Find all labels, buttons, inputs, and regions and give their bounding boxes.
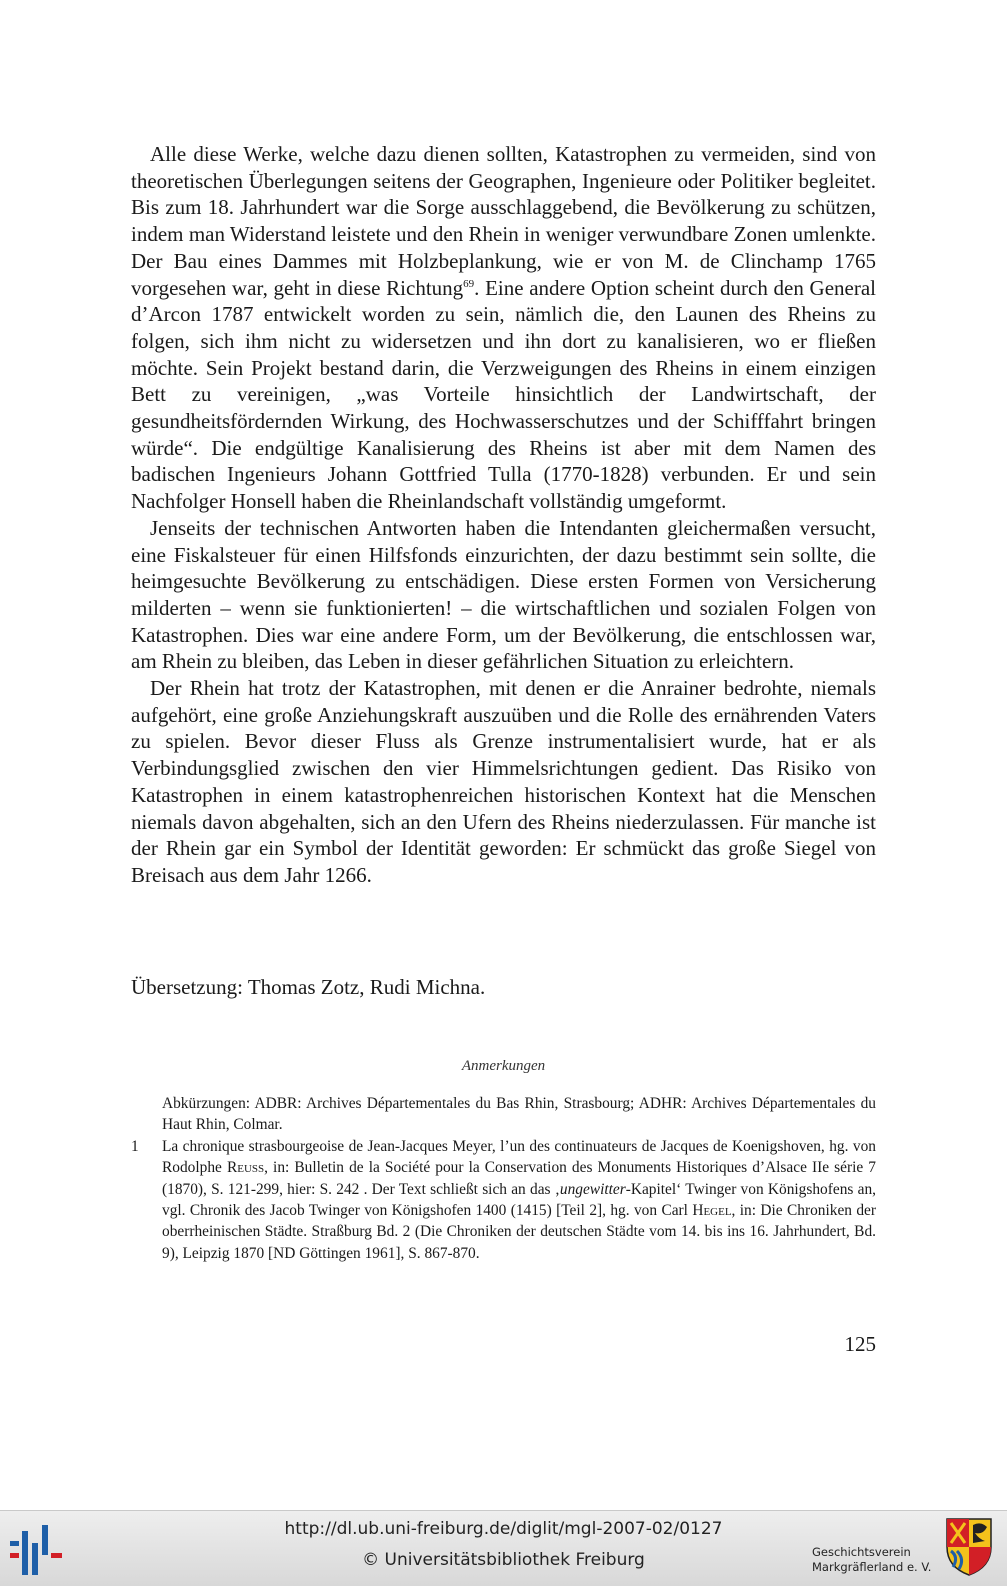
paragraph-3: Der Rhein hat trotz der Katastrophen, mit denen er die Anrainer bedrohte, niemals aufgehört, eine große Anziehungskraft auszuüben und die Rolle des ernährenden Vaters zu spielen. Bevor dieser Fluss als Grenze instrumentalisiert wurde, hat er als Verbindungsglied zwischen den vier Himmelsrichtungen gedient. Das Risiko von Katastrophen in einem katastrophenreichen historischen Kontext hat die Menschen niemals davon abgehalten, sich an den Ufern des Rheins niederzulassen. Für manche ist der Rhein gar ein Symbol der Identität geworden: Er schmückt das große Siegel von Breisach aus dem Jahr 1266. [131, 676, 876, 887]
translation-credit: Übersetzung: Thomas Zotz, Rudi Michna. [131, 975, 486, 999]
footnotes [131, 1093, 876, 1264]
abbreviations-text: Abkürzungen: ADBR: Archives Départementales du Bas Rhin, Strasbourg; ADHR: Archives Départementales du Haut Rhin, Colmar. [162, 1095, 876, 1134]
footnote-number: 1 [131, 1137, 139, 1155]
italic-term: ungewitter [559, 1180, 626, 1198]
body-text [131, 141, 876, 889]
footnote-ref-69[interactable]: 69 [463, 277, 475, 290]
paragraph-1 [131, 141, 876, 515]
paragraph-1-text-a: Alle diese Werke, welche dazu dienen sollten, Katastrophen zu vermeiden, sind von theoretischen Überlegungen seitens der Geographen, Ingenieure oder Politiker begleitet. Bis zum 18. Jahrhundert war die Sorge ausschlaggebend, die Bevölkerung zu schützen, indem man Widerstand leistete und den Rhein in weniger verwundbare Zonen umlenkte. Der Bau eines Dammes mit Holzbeplankung, wie er von M. de Clinchamp 1765 vorgesehen war, geht in diese Richtung [131, 142, 876, 300]
footer-bar [0, 1510, 1007, 1586]
footnote-1-text-a: La chronique strasbourgeoise de Jean-Jacques Meyer, l’un des continuateurs de Jacques de Koenigshoven, hg. von Rodolphe [162, 1137, 876, 1177]
society-name-line-1: Geschichtsverein [812, 1545, 911, 1559]
copyright-text: © Universitätsbibliothek Freiburg [362, 1550, 645, 1570]
society-name [812, 1545, 942, 1575]
paragraph-1-text-b: . Eine andere Option scheint durch den General d’Arcon 1787 entwickelt worden zu sein, nämlich die, den Launen des Rheins zu folgen, sich ihm nicht zu widersetzen und ihn dort zu kanalisieren, wo er fließen möchte. Sein Projekt bestand darin, die Verzweigungen des Rheins in einem einzigen Bett zu vereinigen, „was Vorteile hinsichtlich der Landwirtschaft, der gesundheitsfördernden Wirkung, des Hochwasserschutzes und der Schifffahrt bringen würde“. Die endgültige Kanalisierung des Rheins ist aber mit dem Namen des badischen Ingenieurs Johann Gottfried Tulla (1770-1828) verbunden. Er und sein Nachfolger Honsell haben die Rheinlandschaft vollständig umgeformt. [131, 275, 876, 514]
society-name-line-2: Markgräflerland e. V. [812, 1560, 932, 1574]
footnote-abbreviations [131, 1093, 876, 1136]
footnote-1-text-d: , in: Die Chroniken der oberrheinischen Städte. Straßburg Bd. 2 (Die Chroniken der deutschen Städte vom 14. bis ins 16. Jahrhundert, Bd. 9), Leipzig 1870 [ND Göttingen 1961], S. 867-870. [162, 1202, 876, 1262]
notes-heading: Anmerkungen [461, 1058, 546, 1074]
editor-name: Hegel [692, 1202, 732, 1220]
coat-of-arms-icon [945, 1517, 993, 1577]
source-url-link[interactable]: http://dl.ub.uni-freiburg.de/diglit/mgl-2007-02/0127 [284, 1519, 723, 1539]
author-name: Reuss [226, 1159, 265, 1177]
footnote-1-text-b: , in: Bulletin de la Société pour la Conservation des Monuments Historiques d’Alsace IIe série 7 (1870), S. 121-299, hier: S. 242 . Der Text schließt sich an das ‚ [162, 1159, 877, 1198]
paragraph-2: Jenseits der technischen Antworten haben die Intendanten gleichermaßen versucht, eine Fiskalsteuer für einen Hilfsfonds einzurichten, der dazu bestimmt sein sollte, die heimgesuchte Bevölkerung zu entschädigen. Diese ersten Formen von Versicherung milderten – wenn sie funktionierten! – die wirtschaftlichen und sozialen Folgen von Katastrophen. Dies war eine andere Form, um der Bevölkerung, die entschlossen war, am Rhein zu bleiben, das Leben in dieser gefährlichen Situation zu erleichtern. [131, 515, 876, 674]
footnote-1 [131, 1136, 876, 1264]
page-number: 125 [844, 1332, 876, 1356]
footnote-1-text-c: -Kapitel‘ Twinger von Königshofens an, vgl. Chronik des Jacob Twinger von Königshofen 1400 (1415) [Teil 2], hg. von Carl [162, 1180, 876, 1220]
